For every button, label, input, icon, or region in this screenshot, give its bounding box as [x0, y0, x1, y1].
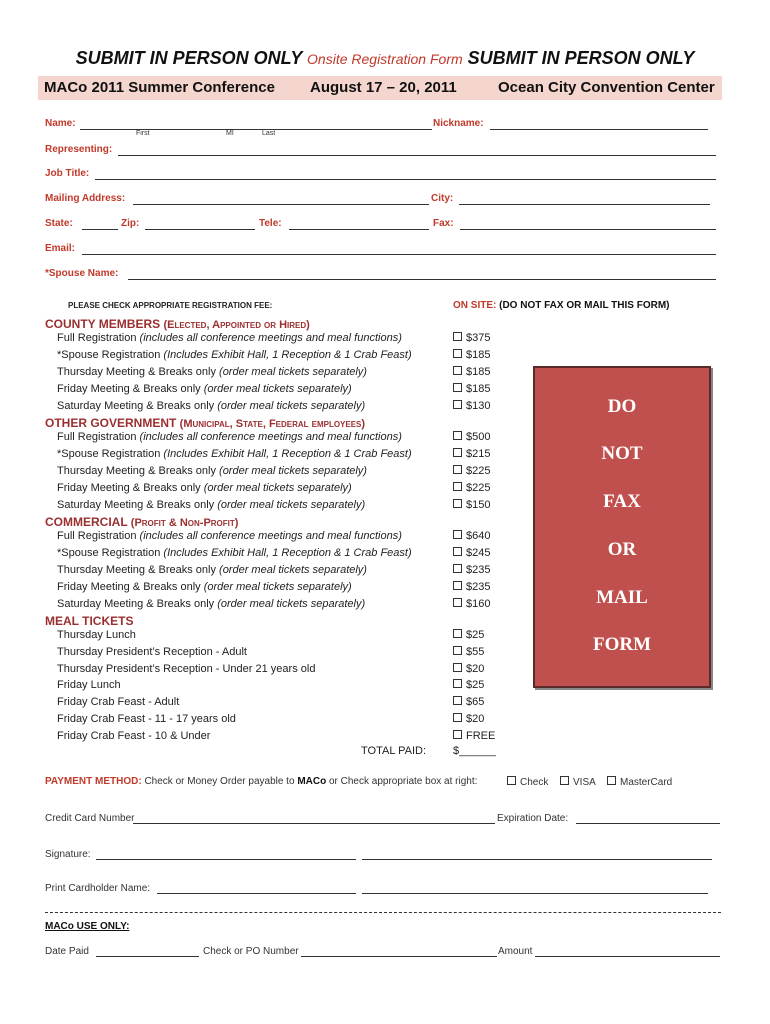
fee-row-note: (order meal tickets separately)	[217, 499, 366, 511]
fee-price: $160	[466, 598, 491, 610]
fee-row-main: Thursday Lunch	[57, 629, 136, 641]
title-left: SUBMIT IN PERSON ONLY	[75, 48, 303, 68]
fee-option[interactable]	[453, 713, 484, 725]
amount-field[interactable]	[535, 956, 720, 957]
fee-checkbox[interactable]	[453, 730, 462, 739]
nickname-field[interactable]	[490, 129, 708, 130]
city-field[interactable]	[459, 204, 710, 205]
fee-row-note: (order meal tickets separately)	[217, 400, 366, 412]
name-field[interactable]	[80, 129, 432, 130]
conference-name: MACo 2011 Summer Conference	[44, 79, 275, 96]
fee-price: $20	[466, 713, 485, 725]
fee-checkbox[interactable]	[453, 663, 462, 672]
name-label: Name:	[45, 118, 76, 129]
fee-price: $245	[466, 547, 491, 559]
total-paid-value[interactable]: $______	[453, 745, 496, 757]
fee-price: $150	[466, 499, 491, 511]
fee-checkbox[interactable]	[453, 482, 462, 491]
fee-row-main: *Spouse Registration	[57, 448, 164, 460]
fee-option[interactable]	[453, 564, 490, 576]
fee-option[interactable]	[453, 499, 490, 511]
mailing-field[interactable]	[133, 204, 429, 205]
fee-row-label	[57, 564, 367, 576]
total-paid-label: TOTAL PAID:	[361, 745, 426, 757]
fee-price: $215	[466, 448, 491, 460]
fee-checkbox[interactable]	[453, 696, 462, 705]
other-government-header: OTHER GOVERNMENT (Municipal, State, Federal employees)	[45, 416, 366, 430]
payment-text-2: or Check appropriate box at right:	[326, 776, 478, 787]
fee-price: $235	[466, 564, 491, 576]
fee-row-note: (order meal tickets separately)	[203, 383, 352, 395]
title-right: SUBMIT IN PERSON ONLY	[467, 48, 695, 68]
first-sublabel: First	[136, 130, 150, 137]
fee-row-main: Full Registration	[57, 332, 140, 344]
cardholder-field[interactable]	[157, 893, 356, 894]
fee-checkbox[interactable]	[453, 530, 462, 539]
donot-line-5: MAIL	[596, 587, 648, 608]
fee-price: $235	[466, 581, 491, 593]
state-field[interactable]	[82, 229, 118, 230]
fee-row-note: (Includes Exhibit Hall, 1 Reception & 1 Crab Feast)	[163, 349, 412, 361]
fee-row-label	[57, 431, 402, 443]
pay-check-option[interactable]	[507, 776, 548, 788]
mi-sublabel: MI	[226, 130, 234, 137]
fee-row-main: Friday Crab Feast - Adult	[57, 696, 180, 709]
pay-visa-option[interactable]	[560, 776, 596, 788]
fee-checkbox[interactable]	[453, 598, 462, 607]
expiration-label: Expiration Date:	[497, 813, 569, 824]
payment-label: PAYMENT METHOD:	[45, 776, 142, 787]
fee-option[interactable]	[453, 349, 490, 361]
fee-row-label	[57, 499, 365, 511]
conference-venue: Ocean City Convention Center	[498, 79, 715, 96]
fee-option[interactable]	[453, 547, 490, 559]
check-checkbox[interactable]	[507, 776, 516, 785]
fee-row-main: Friday Lunch	[57, 679, 121, 692]
date-paid-label: Date Paid	[45, 946, 89, 957]
fee-price: $55	[466, 645, 485, 658]
fee-row-label	[57, 663, 315, 675]
fee-price: $375	[466, 332, 491, 344]
donot-line-2: NOT	[601, 443, 643, 464]
fee-row-main: Friday Meeting & Breaks only	[57, 383, 204, 395]
fee-row-main: Saturday Meeting & Breaks only	[57, 499, 218, 511]
fee-row-note: (Includes Exhibit Hall, 1 Reception & 1 Crab Feast)	[163, 547, 412, 559]
fee-row-label	[57, 366, 367, 378]
fee-option[interactable]	[453, 730, 495, 742]
fee-price: $185	[466, 366, 491, 378]
check-po-label: Check or PO Number	[203, 946, 299, 957]
donot-line-1: DO	[607, 396, 637, 417]
fee-checkbox[interactable]	[453, 431, 462, 440]
fee-row-main: Saturday Meeting & Breaks only	[57, 400, 218, 412]
fee-price: $500	[466, 431, 491, 443]
fee-row-label	[57, 598, 365, 610]
signature-field[interactable]	[96, 859, 356, 860]
fee-price: $65	[466, 696, 485, 709]
fee-row-main: Friday Meeting & Breaks only	[57, 581, 204, 593]
fee-row-note: (order meal tickets separately)	[217, 598, 366, 610]
fee-checkbox[interactable]	[453, 366, 462, 375]
fee-option[interactable]	[453, 581, 490, 593]
zip-label: Zip:	[121, 218, 140, 229]
fee-row-main: Thursday President’s Reception - Under 21 years old	[57, 662, 316, 675]
fee-option[interactable]	[453, 696, 484, 708]
donot-line-6: FORM	[592, 634, 652, 655]
fee-row-label	[57, 383, 352, 395]
fee-row-main: *Spouse Registration	[57, 547, 164, 559]
office-use-label: MACo USE ONLY:	[45, 921, 130, 932]
fee-option[interactable]	[453, 400, 490, 412]
fee-row-main: Full Registration	[57, 530, 140, 542]
fee-row-main: *Spouse Registration	[57, 349, 164, 361]
fee-row-main: Thursday Meeting & Breaks only	[57, 564, 220, 576]
fee-row-note: (order meal tickets separately)	[219, 564, 367, 576]
fee-row-note: (order meal tickets separately)	[219, 366, 367, 378]
do-not-fax-box	[533, 366, 711, 688]
fee-price: $20	[466, 662, 485, 675]
fee-option[interactable]	[453, 598, 490, 610]
fee-checkbox[interactable]	[453, 547, 462, 556]
card-number-field[interactable]	[133, 823, 495, 824]
fee-price: $225	[466, 482, 491, 494]
fee-price: $640	[466, 530, 491, 542]
fee-price: $185	[466, 383, 491, 395]
fee-price: $25	[466, 629, 485, 641]
fee-row-label	[57, 547, 412, 559]
page-title	[0, 48, 770, 69]
fee-row-label	[57, 465, 367, 477]
fee-price: $185	[466, 349, 491, 361]
nickname-label: Nickname:	[433, 118, 484, 129]
fee-row-note: (order meal tickets separately)	[203, 581, 352, 593]
fee-row-label	[57, 679, 121, 691]
fee-checkbox[interactable]	[453, 679, 462, 688]
fee-option[interactable]	[453, 530, 490, 542]
fee-checkbox[interactable]	[453, 448, 462, 457]
amount-label: Amount	[498, 946, 533, 957]
fee-row-main: Thursday Meeting & Breaks only	[57, 366, 220, 378]
signature-label: Signature:	[45, 849, 91, 860]
spouse-label: *Spouse Name:	[45, 268, 119, 279]
fee-option[interactable]	[453, 679, 484, 691]
fee-checkbox[interactable]	[453, 629, 462, 638]
fee-row-label	[57, 332, 402, 344]
fee-price: $130	[466, 400, 491, 412]
fee-row-label	[57, 448, 412, 460]
commercial-header: COMMERCIAL (Profit & Non-Profit)	[45, 515, 239, 529]
fee-checkbox[interactable]	[453, 581, 462, 590]
signature-field-2[interactable]	[362, 859, 712, 860]
cardholder-label: Print Cardholder Name:	[45, 883, 151, 894]
email-field[interactable]	[82, 254, 716, 255]
fee-row-main: Thursday President’s Reception - Adult	[57, 645, 247, 658]
fee-checkbox[interactable]	[453, 465, 462, 474]
fee-row-label	[57, 482, 352, 494]
check-option-label: Check	[520, 777, 549, 788]
fee-option[interactable]	[453, 465, 490, 477]
card-number-label: Credit Card Number	[45, 813, 135, 824]
email-label: Email:	[45, 243, 76, 254]
fee-checkbox[interactable]	[453, 383, 462, 392]
fee-checkbox[interactable]	[453, 564, 462, 573]
fee-row-main: Friday Meeting & Breaks only	[57, 482, 204, 494]
job-title-label: Job Title:	[45, 168, 90, 179]
fax-field[interactable]	[460, 229, 716, 230]
fee-row-note: (includes all conference meetings and meal functions)	[139, 530, 402, 542]
fee-row-label	[57, 581, 352, 593]
fee-option[interactable]	[453, 332, 490, 344]
tele-label: Tele:	[259, 218, 282, 229]
job-title-field[interactable]	[95, 179, 716, 180]
fee-option[interactable]	[453, 482, 490, 494]
title-mid: Onsite Registration Form	[307, 51, 463, 67]
fee-row-note: (order meal tickets separately)	[203, 482, 352, 494]
fee-row-note: (includes all conference meetings and meal functions)	[139, 332, 402, 344]
payment-maco: MACo	[297, 776, 327, 787]
mailing-label: Mailing Address:	[45, 193, 126, 204]
fee-row-note: (Includes Exhibit Hall, 1 Reception & 1 Crab Feast)	[163, 448, 412, 460]
tele-field[interactable]	[289, 229, 429, 230]
fax-label: Fax:	[433, 218, 454, 229]
onsite-label: ON SITE:	[453, 300, 497, 311]
meal-tickets-header: MEAL TICKETS	[45, 614, 134, 628]
fee-option[interactable]	[453, 448, 490, 460]
state-label: State:	[45, 218, 73, 229]
fee-price: $225	[466, 465, 491, 477]
fee-option[interactable]	[453, 383, 490, 395]
fee-checkbox[interactable]	[453, 349, 462, 358]
mastercard-option-label: MasterCard	[620, 777, 673, 788]
fee-row-main: Thursday Meeting & Breaks only	[57, 465, 220, 477]
representing-field[interactable]	[118, 155, 716, 156]
fee-row-label	[57, 696, 179, 708]
fee-option[interactable]	[453, 646, 484, 658]
fee-checkbox[interactable]	[453, 713, 462, 722]
fee-row-main: Friday Crab Feast - 11 - 17 years old	[57, 713, 236, 725]
mastercard-checkbox[interactable]	[607, 776, 616, 785]
fee-row-label	[57, 349, 412, 361]
representing-label: Representing:	[45, 144, 113, 155]
payment-method-row	[45, 776, 477, 787]
county-header: COUNTY MEMBERS (Elected, Appointed or Hired)	[45, 317, 310, 331]
spouse-field[interactable]	[128, 279, 716, 280]
fee-row-label	[57, 730, 210, 742]
fee-option[interactable]	[453, 366, 490, 378]
donot-line-3: FAX	[603, 491, 641, 512]
fee-row-main: Full Registration	[57, 431, 140, 443]
expiration-field[interactable]	[576, 823, 720, 824]
zip-field[interactable]	[145, 229, 255, 230]
cardholder-field-2[interactable]	[362, 893, 708, 894]
fee-checkbox[interactable]	[453, 400, 462, 409]
fee-row-label	[57, 713, 236, 725]
check-po-field[interactable]	[301, 956, 497, 957]
fee-row-main: Saturday Meeting & Breaks only	[57, 598, 218, 610]
fee-option[interactable]	[453, 629, 484, 641]
city-label: City:	[431, 193, 454, 204]
visa-checkbox[interactable]	[560, 776, 569, 785]
donot-line-4: OR	[607, 539, 637, 560]
fee-checkbox[interactable]	[453, 499, 462, 508]
fee-price: $25	[466, 679, 485, 692]
fee-row-label	[57, 400, 365, 412]
onsite-header	[453, 300, 670, 311]
fee-row-note: (order meal tickets separately)	[219, 465, 367, 477]
fee-row-label	[57, 629, 136, 641]
fee-row-main: Friday Crab Feast - 10 & Under	[57, 729, 211, 742]
pay-mastercard-option[interactable]	[607, 776, 672, 788]
fee-row-label	[57, 530, 402, 542]
fee-option[interactable]	[453, 431, 490, 443]
fee-row-label	[57, 646, 247, 658]
conference-banner	[38, 76, 722, 100]
date-paid-field[interactable]	[96, 956, 199, 957]
fee-price: FREE	[466, 729, 496, 742]
onsite-note: (DO NOT FAX OR MAIL THIS FORM)	[499, 300, 670, 311]
cut-line	[45, 912, 721, 913]
payment-text-1: Check or Money Order payable to	[144, 776, 298, 787]
last-sublabel: Last	[262, 130, 276, 137]
fee-instruction: PLEASE CHECK APPROPRIATE REGISTRATION FEE:	[68, 301, 273, 310]
fee-row-note: (includes all conference meetings and meal functions)	[139, 431, 402, 443]
visa-option-label: VISA	[573, 777, 596, 788]
conference-dates: August 17 – 20, 2011	[310, 79, 457, 96]
fee-checkbox[interactable]	[453, 646, 462, 655]
fee-checkbox[interactable]	[453, 332, 462, 341]
fee-option[interactable]	[453, 663, 484, 675]
